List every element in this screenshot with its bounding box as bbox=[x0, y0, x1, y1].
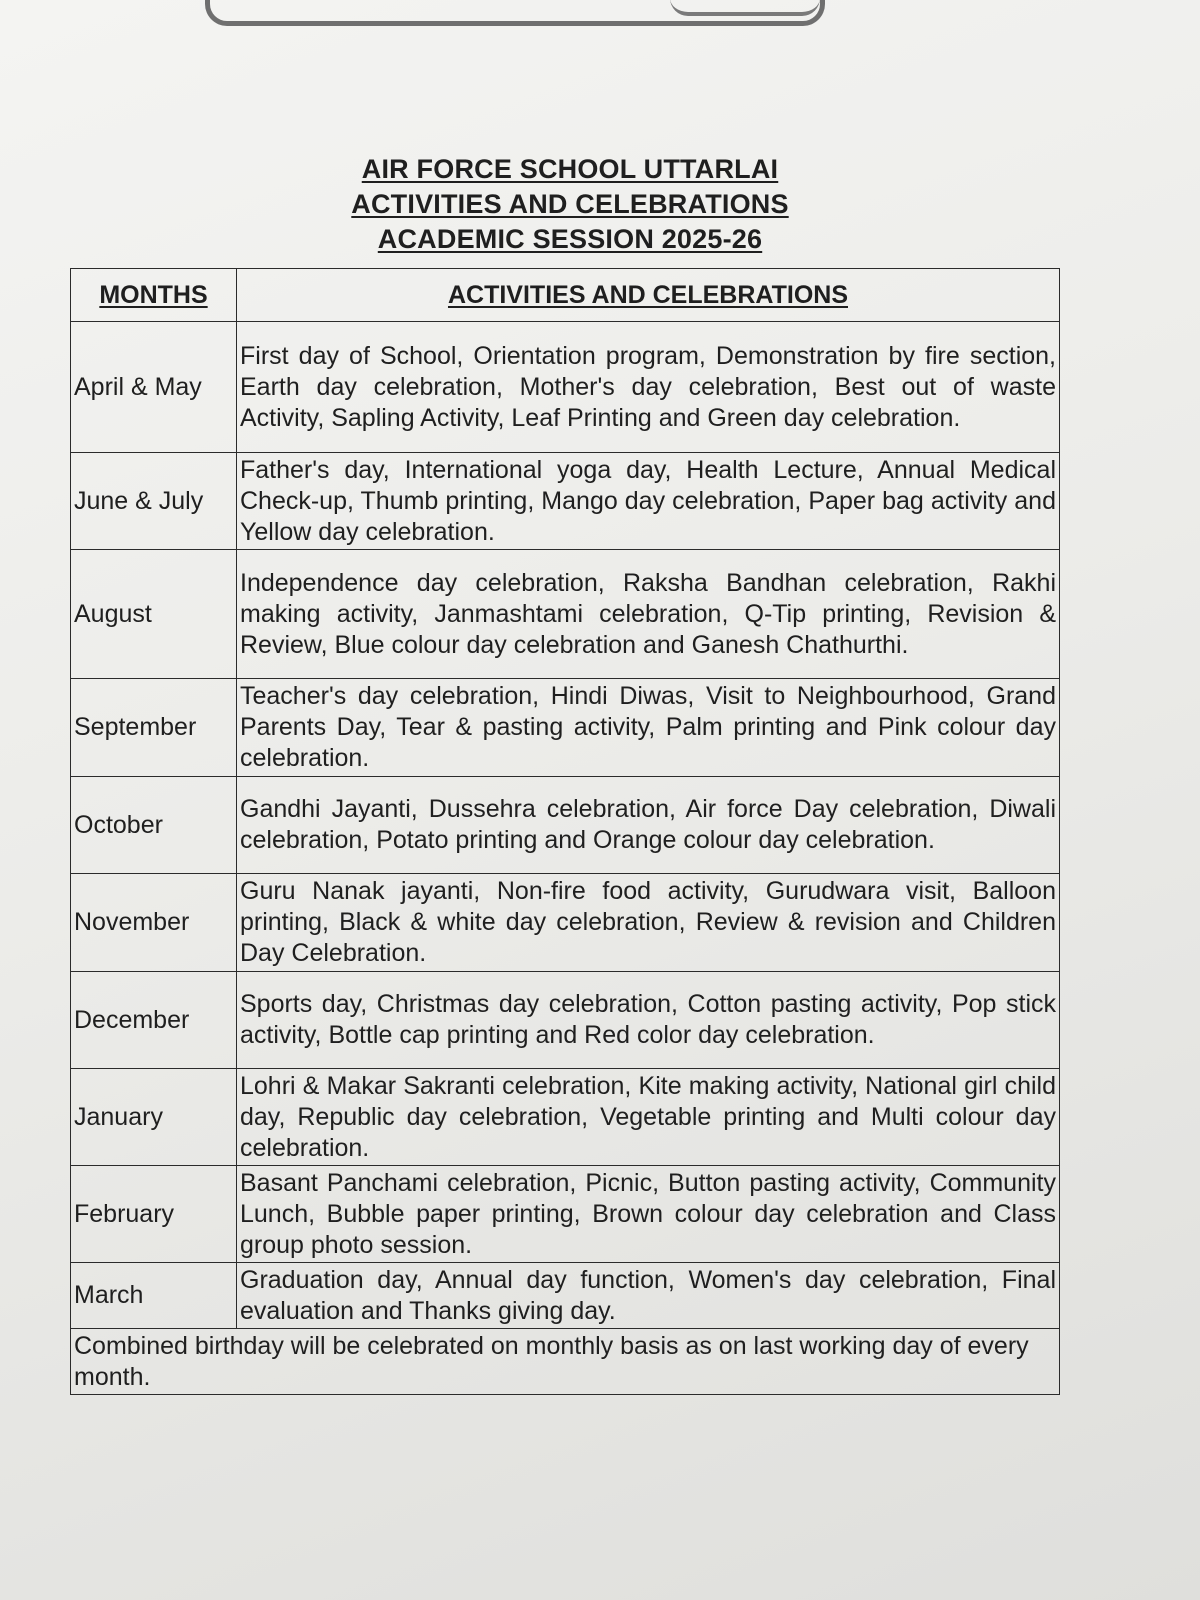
table-row bbox=[71, 777, 1060, 874]
activities-cell: Gandhi Jayanti, Dussehra celebration, Air force Day celebration, Diwali celebration, Potato printing and Orange colour day celebration. bbox=[237, 777, 1060, 874]
footer-note: Combined birthday will be celebrated on monthly basis as on last working day of every month. bbox=[71, 1329, 1060, 1395]
table-row bbox=[71, 874, 1060, 972]
month-cell: February bbox=[71, 1166, 237, 1263]
document-title bbox=[330, 152, 810, 257]
clipboard-clip bbox=[205, 0, 825, 26]
table-row bbox=[71, 550, 1060, 679]
table-row bbox=[71, 1263, 1060, 1329]
activities-cell: Lohri & Makar Sakranti celebration, Kite making activity, National girl child day, Republic day celebration, Vegetable printing and Multi colour day celebration. bbox=[237, 1069, 1060, 1166]
activities-cell: Independence day celebration, Raksha Bandhan celebration, Rakhi making activity, Janmashtami celebration, Q-Tip printing, Revision & Review, Blue colour day celebration and Ganesh Chathurthi. bbox=[237, 550, 1060, 679]
month-cell: September bbox=[71, 679, 237, 777]
activities-cell: Graduation day, Annual day function, Women's day celebration, Final evaluation and Thanks giving day. bbox=[237, 1263, 1060, 1329]
academic-session: ACADEMIC SESSION 2025-26 bbox=[377, 224, 763, 254]
activities-cell: First day of School, Orientation program, Demonstration by fire section, Earth day celebration, Mother's day celebration, Best out of waste Activity, Sapling Activity, Leaf Printing and Green day celebration. bbox=[237, 322, 1060, 453]
month-cell: April & May bbox=[71, 322, 237, 453]
activities-cell: Guru Nanak jayanti, Non-fire food activity, Gurudwara visit, Balloon printing, Black & white day celebration, Review & revision and Children Day Celebration. bbox=[237, 874, 1060, 972]
month-cell: March bbox=[71, 1263, 237, 1329]
activities-cell: Teacher's day celebration, Hindi Diwas, Visit to Neighbourhood, Grand Parents Day, Tear & pasting activity, Palm printing and Pink colour day celebration. bbox=[237, 679, 1060, 777]
activities-cell: Basant Panchami celebration, Picnic, Button pasting activity, Community Lunch, Bubble paper printing, Brown colour day celebration and Class group photo session. bbox=[237, 1166, 1060, 1263]
table-row bbox=[71, 679, 1060, 777]
activities-column-header: ACTIVITIES AND CELEBRATIONS bbox=[237, 269, 1060, 322]
school-name: AIR FORCE SCHOOL UTTARLAI bbox=[361, 154, 779, 184]
table-row bbox=[71, 1069, 1060, 1166]
document-heading: ACTIVITIES AND CELEBRATIONS bbox=[351, 189, 789, 219]
month-cell: December bbox=[71, 972, 237, 1069]
table-row bbox=[71, 1166, 1060, 1263]
month-cell: November bbox=[71, 874, 237, 972]
month-cell: August bbox=[71, 550, 237, 679]
month-cell: June & July bbox=[71, 453, 237, 550]
clipboard-clip-lever bbox=[670, 0, 820, 16]
activities-table bbox=[70, 268, 1060, 1395]
table-row bbox=[71, 453, 1060, 550]
months-column-header: MONTHS bbox=[71, 269, 237, 322]
month-cell: October bbox=[71, 777, 237, 874]
activities-cell: Sports day, Christmas day celebration, Cotton pasting activity, Pop stick activity, Bottle cap printing and Red color day celebration. bbox=[237, 972, 1060, 1069]
activities-cell: Father's day, International yoga day, Health Lecture, Annual Medical Check-up, Thumb printing, Mango day celebration, Paper bag activity and Yellow day celebration. bbox=[237, 453, 1060, 550]
table-row bbox=[71, 972, 1060, 1069]
month-cell: January bbox=[71, 1069, 237, 1166]
table-row bbox=[71, 322, 1060, 453]
table-header-row bbox=[71, 269, 1060, 322]
footer-note-row bbox=[71, 1329, 1060, 1395]
